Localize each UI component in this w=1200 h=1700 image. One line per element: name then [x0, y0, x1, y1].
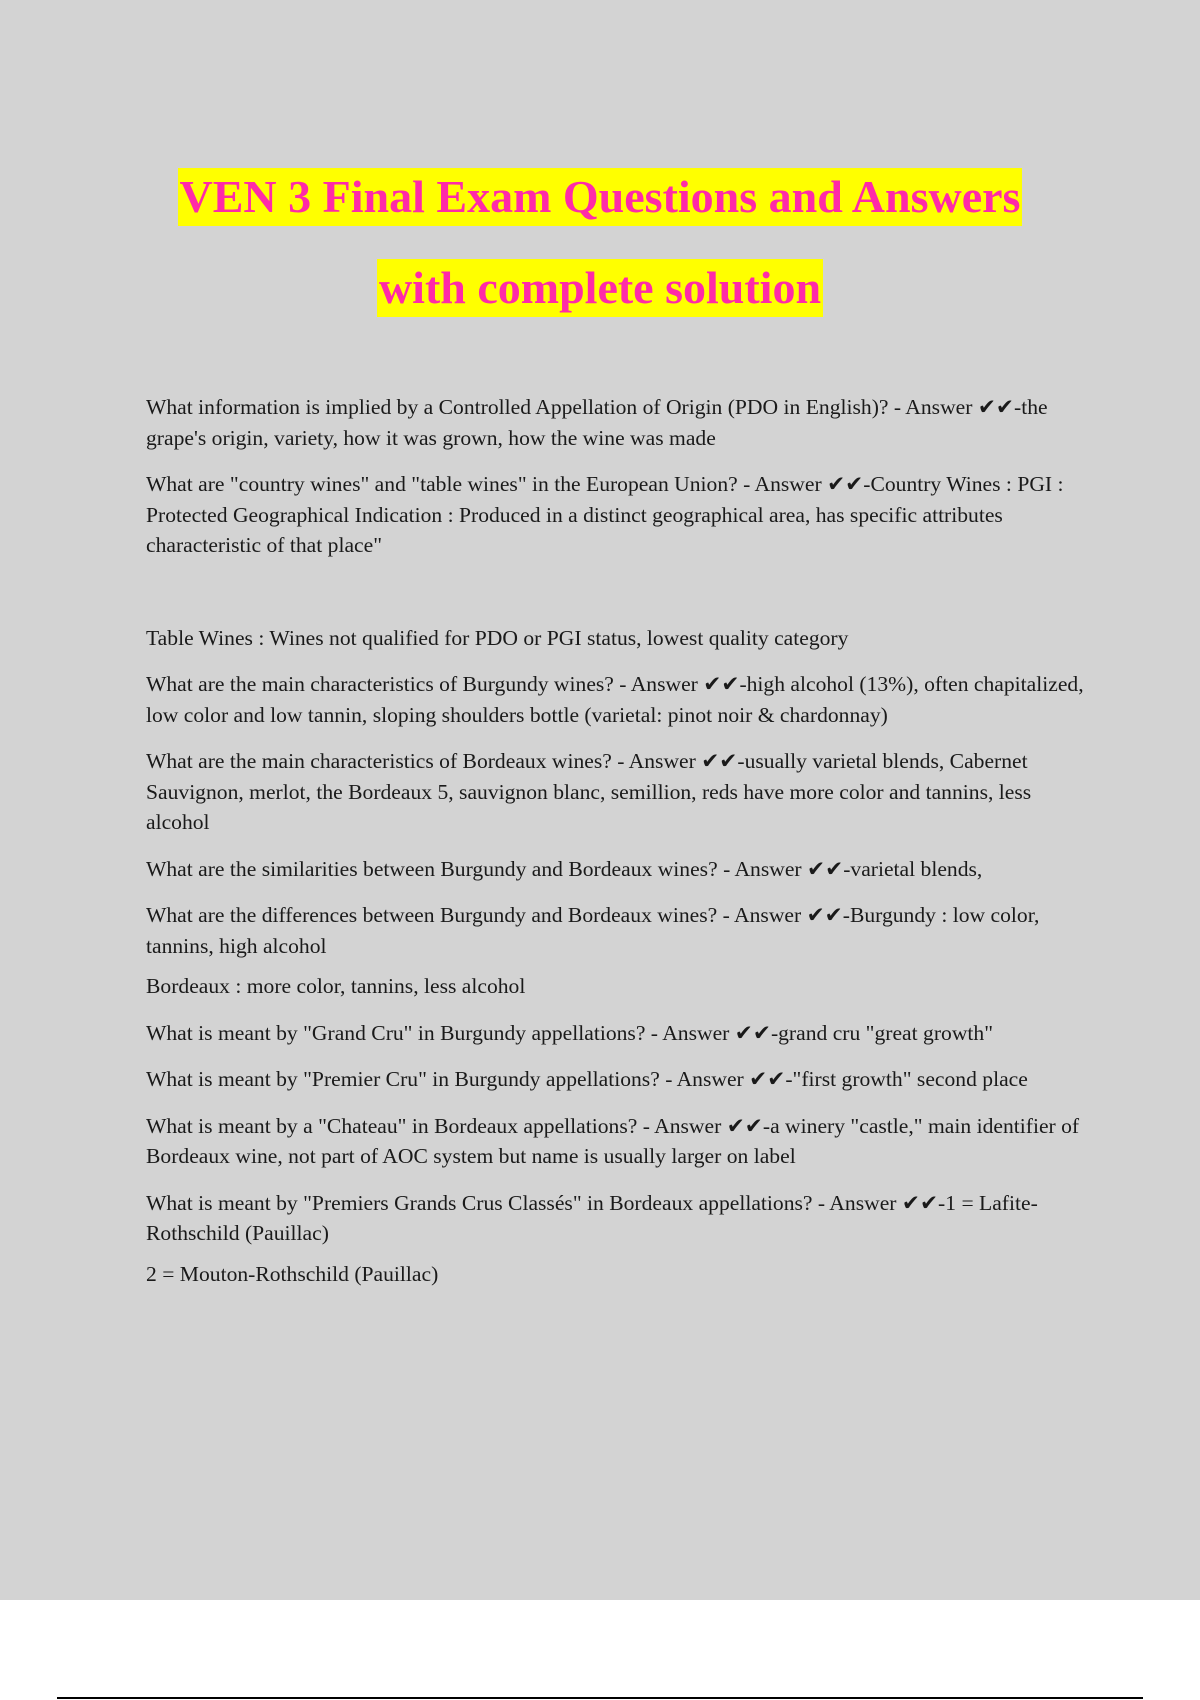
title-line-2: with complete solution: [377, 259, 823, 317]
title-line-1: VEN 3 Final Exam Questions and Answers: [178, 168, 1023, 226]
qa-content: [146, 392, 1096, 1305]
qa-paragraph-mouton-rothschild: 2 = Mouton-Rothschild (Pauillac): [146, 1261, 439, 1286]
qa-paragraph-burgundy: What are the main characteristics of Burgundy wines? - Answer ✔✔-high alcohol (13%), often chapitalized, low color and low tannin, sloping shoulders bottle (varietal: pinot noir & chardonnay): [146, 672, 1084, 727]
qa-paragraph-pdo: What information is implied by a Controlled Appellation of Origin (PDO in English)? - Answer ✔✔-the grape's origin, variety, how it was grown, how the wine was made: [146, 395, 1048, 450]
qa-paragraph-country-wines: What are "country wines" and "table wines" in the European Union? - Answer ✔✔-Country Wines : PGI : Protected Geographical Indication : Produced in a distinct geographical area, has specific attributes characteristic of that place": [146, 472, 1064, 557]
document-title: [0, 168, 1200, 317]
qa-paragraph-differences: What are the differences between Burgundy and Bordeaux wines? - Answer ✔✔-Burgundy : low color, tannins, high alcohol: [146, 903, 1040, 958]
qa-paragraph-grand-cru: What is meant by "Grand Cru" in Burgundy appellations? - Answer ✔✔-grand cru "great growth": [146, 1020, 994, 1045]
qa-paragraph-table-wines: Table Wines : Wines not qualified for PDO or PGI status, lowest quality category: [146, 625, 849, 650]
qa-paragraph-chateau: What is meant by a "Chateau" in Bordeaux appellations? - Answer ✔✔-a winery "castle," main identifier of Bordeaux wine, not part of AOC system but name is usually larger on label: [146, 1113, 1080, 1168]
qa-paragraph-similarities: What are the similarities between Burgundy and Bordeaux wines? - Answer ✔✔-varietal blends,: [146, 856, 983, 881]
bottom-divider: [57, 1697, 1143, 1699]
qa-paragraph-premier-cru: What is meant by "Premier Cru" in Burgundy appellations? - Answer ✔✔-"first growth" second place: [146, 1067, 1028, 1091]
qa-paragraph-bordeaux: What are the main characteristics of Bordeaux wines? - Answer ✔✔-usually varietal blends, Cabernet Sauvignon, merlot, the Bordeaux 5, sauvignon blanc, semillion, reds have more color and tannins, less alcohol: [146, 749, 1032, 834]
qa-paragraph-bordeaux-differences: Bordeaux : more color, tannins, less alcohol: [146, 974, 526, 998]
qa-paragraph-premiers-grands-crus: What is meant by "Premiers Grands Crus Classés" in Bordeaux appellations? - Answer ✔✔-1 = Lafite-Rothschild (Pauillac): [146, 1190, 1038, 1245]
